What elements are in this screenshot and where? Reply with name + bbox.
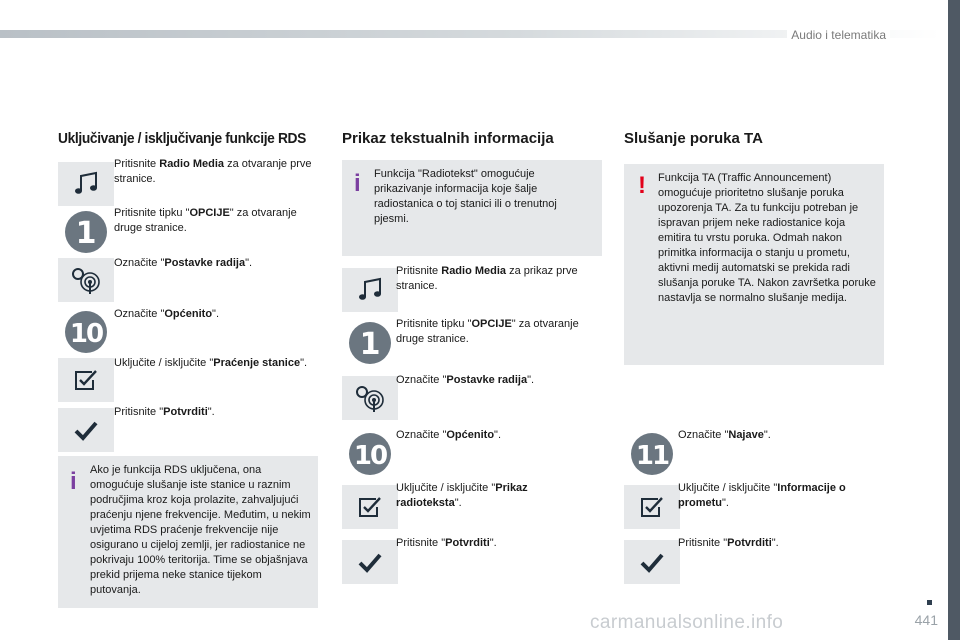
step-text-opcenito: Označite "Općenito". — [114, 308, 220, 320]
checkbox-icon — [58, 358, 114, 402]
step-text-najave: Označite "Najave". — [678, 429, 771, 441]
chapter-title: Audio i telematika — [787, 28, 890, 42]
watermark: carmanualsonline.info — [590, 612, 784, 633]
warning-icon: ! — [638, 172, 646, 199]
music-note-icon — [342, 268, 398, 312]
rds-info-text: Ako je funkcija RDS uključena, ona omogućuje slušanje iste stanice u raznim područjima kroz koja prolazite, zahvaljujući praćenju njene frekvencije. Međutim, u nekim uvjetima RDS praćenje frekvencije nije osigurano u cijeloj zemlji, jer radiostanice ne pokrivaju 100% teritorija. Time se objašnjava prekid prijema neke stanice tijekom putovanja. — [90, 464, 311, 596]
checkmark-icon — [624, 540, 680, 584]
ta-warning-panel — [624, 164, 884, 365]
step-text-opcije: Pritisnite tipku "OPCIJE" za otvaranje druge stranice. — [114, 207, 297, 234]
checkbox-icon — [342, 485, 398, 529]
radiotekst-info-text: Funkcija "Radiotekst" omogućuje prikazivanje informacija koje šalje radiostanica o toj stanici ili o trenutnoj pjesmi. — [374, 168, 557, 225]
page-marker — [927, 600, 932, 605]
info-icon: i — [70, 468, 77, 495]
step-text-postavke-radija: Označite "Postavke radija". — [114, 257, 253, 269]
step-text-radio-media: Pritisnite Radio Media za otvaranje prve stranice. — [114, 158, 312, 185]
svg-text:11: 11 — [635, 441, 669, 471]
radiotekst-info-panel — [342, 160, 602, 256]
svg-text:10: 10 — [69, 319, 103, 349]
checkmark-icon — [58, 408, 114, 452]
svg-text:10: 10 — [353, 441, 387, 471]
section-title-rds: Uključivanje / isključivanje funkcije RDS — [58, 130, 306, 147]
radio-settings-icon — [342, 376, 398, 420]
number-1-badge — [342, 319, 398, 367]
page-edge-strip — [948, 0, 960, 640]
step-text-potvrditi: Pritisnite "Potvrditi". — [396, 537, 497, 549]
number-1-badge — [58, 208, 114, 256]
radio-settings-icon — [58, 258, 114, 302]
step-text-potvrditi: Pritisnite "Potvrditi". — [678, 537, 779, 549]
number-11-badge — [624, 430, 680, 478]
step-text-opcije: Pritisnite tipku "OPCIJE" za otvaranje druge stranice. — [396, 318, 579, 345]
info-icon: i — [354, 170, 361, 197]
svg-text:1: 1 — [75, 216, 97, 251]
number-10-badge — [342, 430, 398, 478]
step-text-postavke-radija: Označite "Postavke radija". — [396, 374, 535, 386]
rds-info-panel — [58, 456, 318, 608]
checkmark-icon — [342, 540, 398, 584]
ta-warning-text: Funkcija TA (Traffic Announcement) omogućuje prioritetno slušanje poruka upozorenja TA. Za tu funkciju potreban je ispravan prijem neke radiostanice koja emitira tu vrstu poruka. Odmah nakon primitka informacija o stanju u prometu, aktivni medij automatski se prekida radi slušanja poruke TA. Nakon završetka poruke nastavlja se normalno slušanje medija. — [658, 172, 876, 304]
step-text-informacije-o-prometu: Uključite / isključite "Informacije o prometu". — [678, 482, 846, 509]
step-text-potvrditi: Pritisnite "Potvrditi". — [114, 406, 215, 418]
step-text-pracenje-stanice: Uključite / isključite "Praćenje stanice". — [114, 357, 308, 369]
section-title-ta: Slušanje poruka TA — [624, 130, 763, 147]
section-title-radiotekst: Prikaz tekstualnih informacija — [342, 130, 554, 147]
checkbox-icon — [624, 485, 680, 529]
step-text-radio-media: Pritisnite Radio Media za prikaz prve stranice. — [396, 265, 578, 292]
number-10-badge — [58, 308, 114, 356]
step-text-opcenito: Označite "Općenito". — [396, 429, 502, 441]
page-number: 441 — [914, 612, 938, 628]
step-text-prikaz-radioteksta: Uključite / isključite "Prikaz radioteksta". — [396, 482, 528, 509]
music-note-icon — [58, 162, 114, 206]
svg-text:1: 1 — [359, 327, 381, 362]
